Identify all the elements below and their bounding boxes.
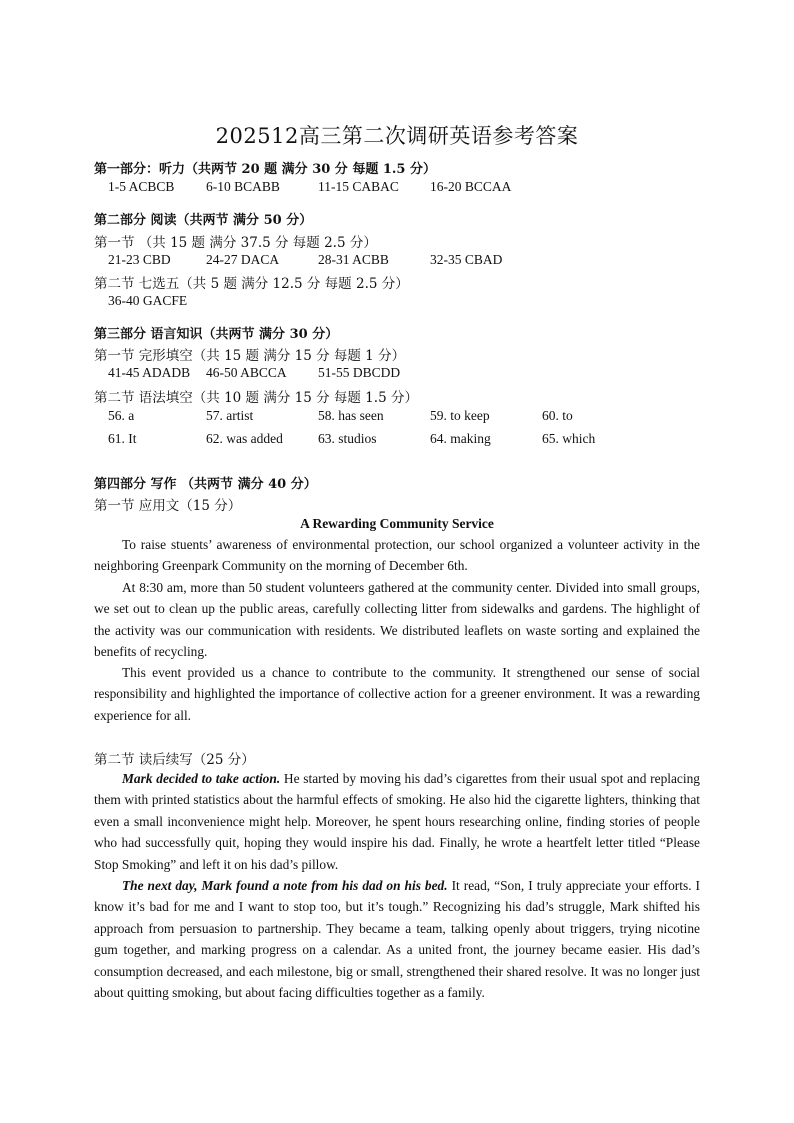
part3-sec1-answer: 46-50 ABCCA [206, 365, 287, 380]
essay-paragraph: At 8:30 am, more than 50 student volunteers gathered at the community center. Divided into small groups, we set out to clean up the public areas, carefully collecting litter from sidewalks and gardens. The highlight of the activity was our communication with residents. We distributed leaflets on waste sorting and explained the benefits of recycling. [94, 580, 700, 660]
part3-sec1-answer: 41-45 ADADB [108, 365, 191, 380]
part1-answer: 1-5 ACBCB [108, 179, 175, 194]
part3-sec2-heading: 第二节 语法填空（共 10 题 满分 15 分 每题 1.5 分） [94, 390, 418, 406]
grammar-answer: 59. to keep [430, 408, 490, 423]
grammar-answer: 60. to [542, 408, 573, 423]
continuation-paragraph [94, 875, 700, 1003]
grammar-answer: 61. It [108, 431, 137, 446]
part1-answer: 11-15 CABAC [318, 179, 399, 194]
essay-paragraph: This event provided us a chance to contribute to the community. It strengthened our sense of social responsibility and highlighted the importance of collective action for a greener environment. It was a rewarding experience for all. [94, 665, 700, 723]
part3-sec1-heading: 第一节 完形填空（共 15 题 满分 15 分 每题 1 分） [94, 348, 406, 364]
continuation-lead: Mark decided to take action. [122, 771, 281, 786]
part4-heading: 第四部分 写作 （共两节 满分 40 分） [94, 477, 317, 492]
part3-sec1-answer: 51-55 DBCDD [318, 365, 401, 380]
part1-answer: 6-10 BCABB [206, 179, 280, 194]
continuation-paragraph [94, 768, 700, 875]
part2-heading: 第二部分 阅读（共两节 满分 50 分） [94, 213, 313, 228]
part2-sec2-answer: 36-40 GACFE [108, 293, 188, 308]
grammar-answer: 63. studios [318, 431, 377, 446]
part2-sec2-heading: 第二节 七选五（共 5 题 满分 12.5 分 每题 2.5 分） [94, 276, 409, 292]
part1-heading: 第一部分：听力（共两节 20 题 满分 30 分 每题 1.5 分） [94, 162, 437, 177]
grammar-answer: 62. was added [206, 431, 283, 446]
grammar-answer: 57. artist [206, 408, 254, 423]
essay-paragraph: To raise stuents’ awareness of environmental protection, our school organized a volunteer activity in the neighboring Greenpark Community on the morning of December 6th. [94, 537, 700, 574]
part4-sec1-heading: 第一节 应用文（15 分） [94, 498, 242, 514]
part3-heading: 第三部分 语言知识（共两节 满分 30 分） [94, 327, 339, 342]
grammar-answer: 64. making [430, 431, 491, 446]
part2-sec1-answer: 28-31 ACBB [318, 252, 389, 267]
part1-answer: 16-20 BCCAA [430, 179, 512, 194]
essay-title: A Rewarding Community Service [300, 516, 494, 531]
grammar-answer: 65. which [542, 431, 596, 446]
part2-sec1-answer: 21-23 CBD [108, 252, 171, 267]
part4-sec2-heading: 第二节 读后续写（25 分） [94, 752, 255, 768]
continuation-lead: The next day, Mark found a note from his dad on his bed. [122, 878, 448, 893]
continuation-text: He started by moving his dad’s cigarettes from their usual spot and replacing them with printed statistics about the harmful effects of smoking. He also hid the cigarette lighters, thinking that even a small inconvenience might help. Moreover, he spent hours researching online, finding stories of people who had successfully quit, hoping they would inspire his dad. Finally, he wrote a heartfelt letter titled “Please Stop Smoking” and left it on his dad’s pillow. [94, 771, 700, 872]
continuation-text: It read, “Son, I truly appreciate your efforts. I know it’s bad for me and I want to stop too, but it’s tough.” Recognizing his dad’s struggle, Mark shifted his approach from persuasion to partnership. They became a team, talking openly about triggers, trying nicotine gum together, and marking progress on a calendar. As a united front, the journey became easier. His dad’s consumption decreased, and each milestone, big or small, strengthened their shared resolve. It was no longer just about quitting smoking, but about facing difficulties together as a family. [94, 878, 700, 1001]
grammar-answer: 56. a [108, 408, 135, 423]
page-title: 202512高三第二次调研英语参考答案 [215, 124, 579, 148]
part2-sec1-answer: 24-27 DACA [206, 252, 280, 267]
part2-sec1-heading: 第一节 （共 15 题 满分 37.5 分 每题 2.5 分） [94, 235, 377, 251]
part2-sec1-answer: 32-35 CBAD [430, 252, 503, 267]
grammar-answer: 58. has seen [318, 408, 384, 423]
